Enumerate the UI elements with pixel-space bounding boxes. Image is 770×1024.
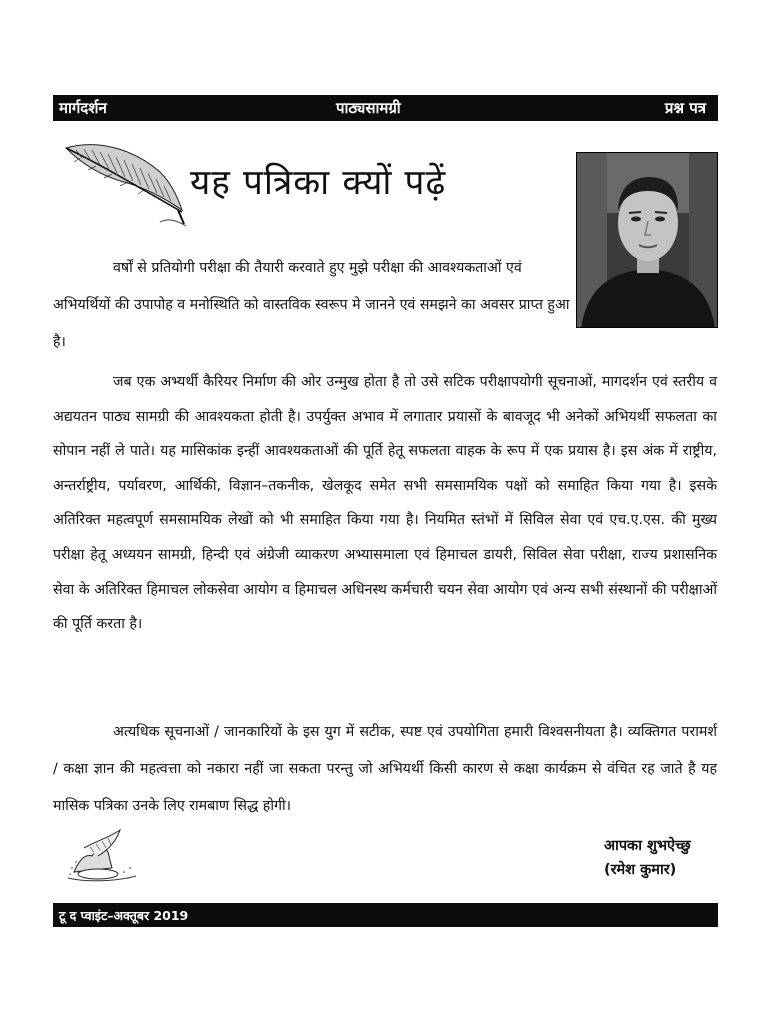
page-title: यह पत्रिका क्यों पढ़ें bbox=[190, 163, 447, 203]
portrait-photo-icon bbox=[577, 153, 718, 328]
header-section-prashn-patra: प्रश्न पत्र bbox=[664, 99, 706, 117]
closing-paragraph: अत्यधिक सूचनाओं / जानकारियों के इस युग में सटीक, स्पष्ट एवं उपयोगिता हमारी विश्वसनीयता है। व्यक्तिगत परामर्श / कक्षा ज्ञान की महत्वत्ता को नकारा नहीं जा सकता परन्तु जो अभियर्थी किसी कारण से कक्षा कार्यक्रम से वंचित रह जाते है यह मासिक पत्रिका उनके लिए रामबाण सिद्ध होगी। bbox=[53, 724, 717, 814]
signature-greeting: आपका शुभऐच्छु bbox=[604, 838, 691, 854]
main-paragraph: जब एक अभ्यर्थी कैरियर निर्माण की ओर उन्मुख होता है तो उसे सटिक परीक्षापयोगी सूचनाओं, मागदर्शन एवं स्तरीय व अद्ययतन पाठ्य सामग्री की आवश्यकता होती है। उपर्युक्त अभाव में लगातार प्रयासों के बावजूद भी अनेकों अभियर्थी सफलता का सोपान नहीं ले पाते। यह मासिकांक इन्हीं आवश्यकताओं की पूर्ति हेतू सफलता वाहक के रूप में एक प्रयास है। इस अंक में राष्ट्रीय, अन्तर्राष्ट्रीय, पर्यावरण, आर्थिकी, विज्ञान–तकनीक, खेलकूद समेत सभी समसामयिक पक्षों को समाहित किया गया है। इसके अतिरिक्त महत्वपूर्ण समसामयिक लेखों को भी समाहित किया गया है। नियमित स्तंभों में सिविल सेवा एवं एच.ए.एस. की मुख्य परीक्षा हेतू अध्ययन सामग्री, हिन्दी एवं अंग्रेजी व्याकरण अभ्यासमाला एवं हिमाचल डायरी, सिविल सेवा परीक्षा, राज्य प्रशासनिक सेवा के अतिरिक्त हिमाचल लोकसेवा आयोग व हिमाचल अधिनस्थ कर्मचारी चयन सेवा आयोग एवं अन्य सभी संस्थानों की परीक्षाओं की पूर्ति करता है। bbox=[53, 374, 717, 633]
footer-issue-label: टू द प्वाइंट–अक्तूबर 2019 bbox=[59, 908, 189, 923]
header-section-pathyasamagri: पाठ्यसामग्री bbox=[336, 99, 401, 117]
header-bar bbox=[53, 95, 718, 121]
signature-name: (रमेश कुमार) bbox=[604, 862, 677, 878]
header-section-margdarshan: मार्गदर्शन bbox=[59, 99, 107, 117]
portrait-photo bbox=[576, 152, 718, 328]
quill-feather-icon bbox=[60, 138, 188, 230]
intro-paragraph: वर्षों से प्रतियोगी परीक्षा की तैयारी करवाते हुए मुझे परीक्षा की आवश्यकताओं एवं अभियर्थियों की उपापोह व मनोस्थिति को वास्तविक स्वरूप मे जानने एवं समझने का अवसर प्राप्त हुआ है। bbox=[53, 260, 570, 350]
signature-block bbox=[604, 834, 691, 882]
inkpot-quill-icon bbox=[64, 828, 140, 884]
footer-bar bbox=[53, 903, 718, 927]
